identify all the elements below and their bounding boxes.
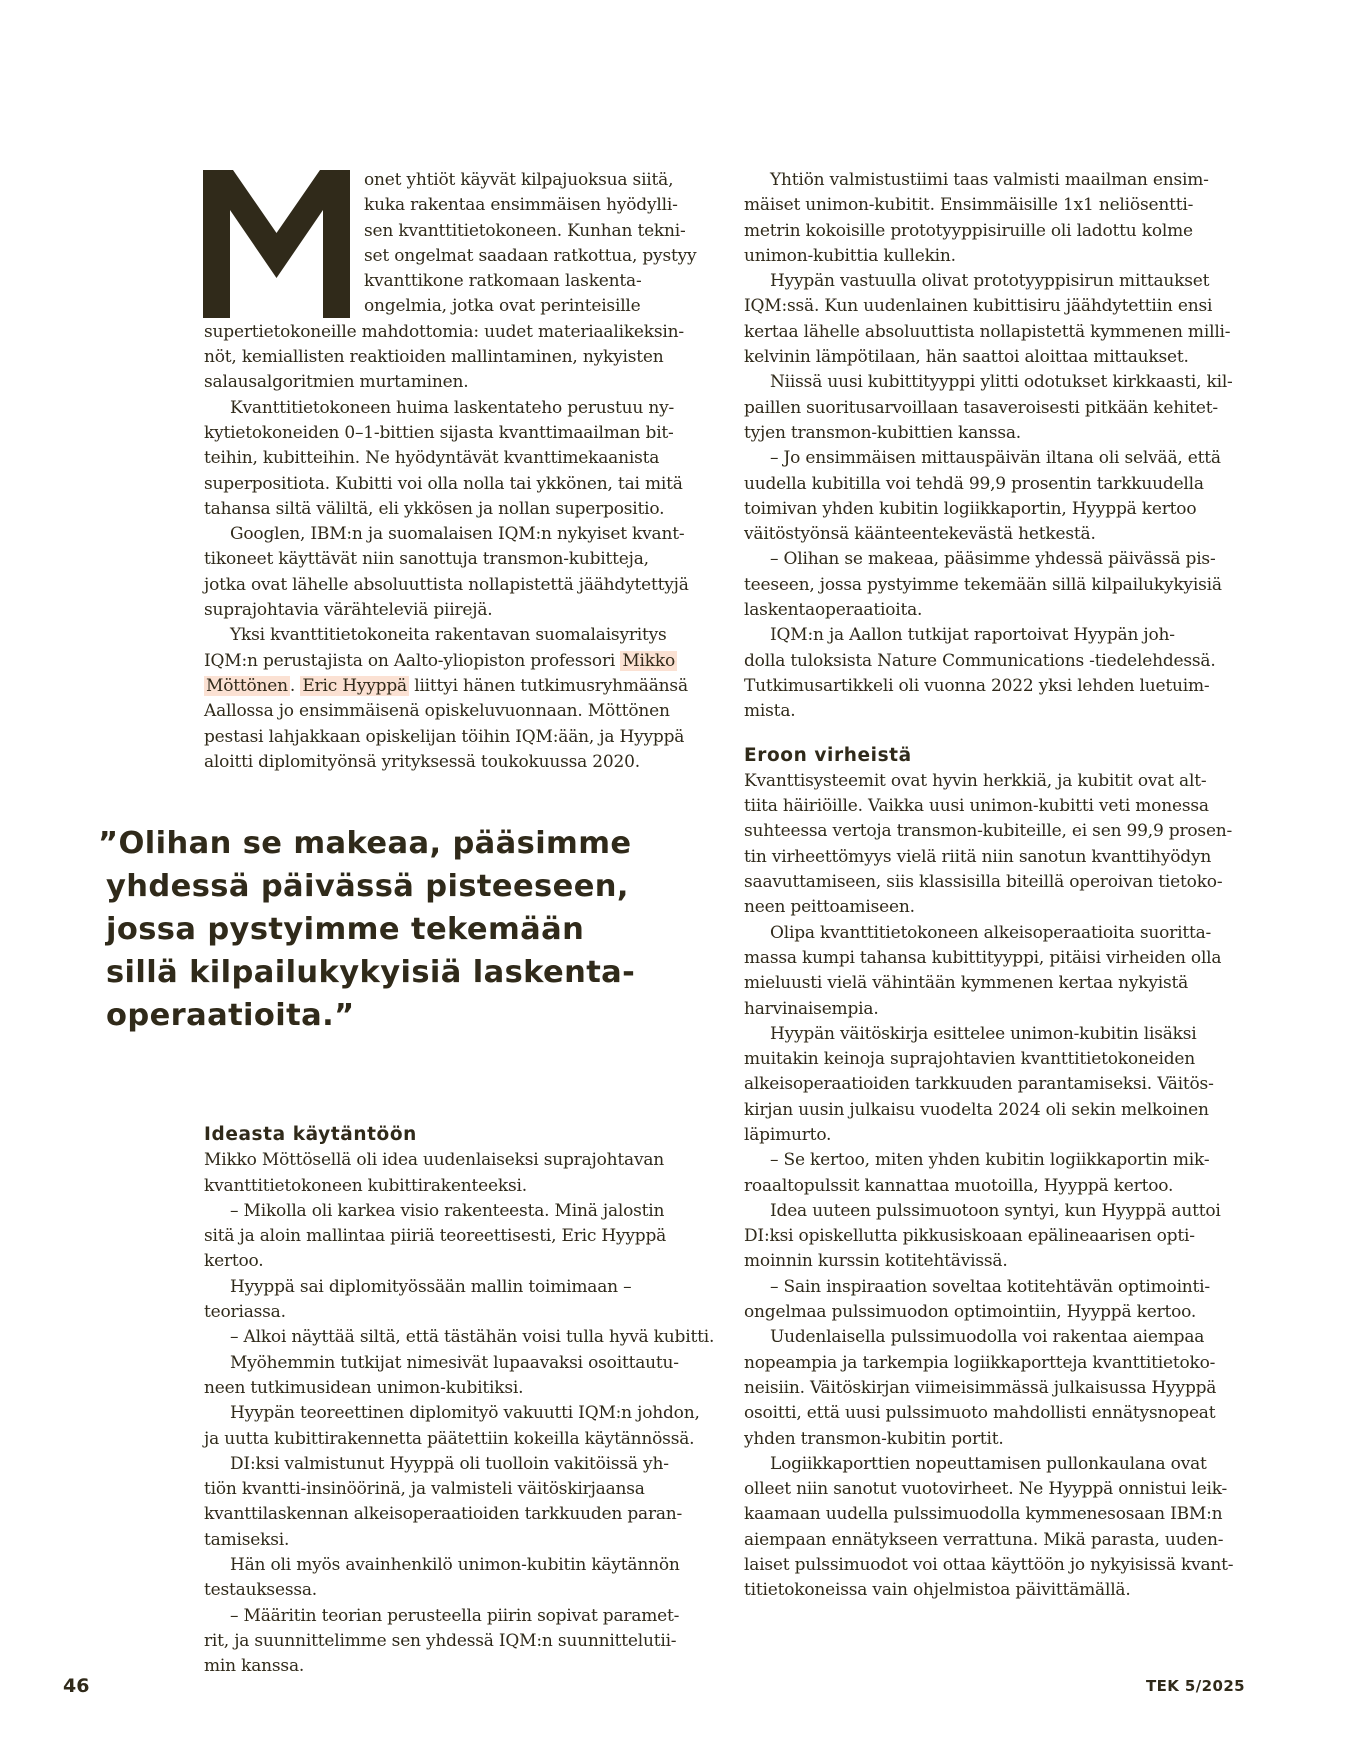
- section-heading-ideasta: Ideasta käytäntöön: [204, 1124, 417, 1145]
- text-line: teoriassa.: [204, 1302, 286, 1323]
- text-line: Mikko Möttösellä oli idea uudenlaiseksi suprajohtavan: [204, 1150, 665, 1171]
- text-line: kertaa lähelle absoluuttista nollapistettä kymmenen milli-: [744, 321, 1231, 342]
- text-line: Idea uuteen pulssimuotoon syntyi, kun Hyyppä auttoi: [770, 1200, 1221, 1221]
- text-line: tiön kvantti-insinöörinä, ja valmisteli väitöskirjaansa: [204, 1479, 645, 1500]
- text-line: Uudenlaisella pulssimuodolla voi rakentaa aiempaa: [770, 1327, 1205, 1348]
- text-line: Hyyppä sai diplomityössään mallin toimimaan –: [230, 1276, 632, 1297]
- text-line: unimon-kubittia kullekin.: [744, 245, 956, 266]
- text-line: kytietokoneiden 0–1-bittien sijasta kvanttimaailman bit-: [204, 422, 674, 443]
- text-line: saavuttamiseen, siis klassisilla biteillä operoivan tietoko-: [744, 872, 1223, 893]
- text-line: laskentaoperaatioita.: [744, 600, 923, 621]
- text-line: – Alkoi näyttää siltä, että tästähän voisi tulla hyvä kubitti.: [230, 1327, 715, 1348]
- text-line: Hän oli myös avainhenkilö unimon-kubitin käytännön: [230, 1555, 680, 1576]
- text-line: sitä ja aloin mallintaa piiriä teoreettisesti, Eric Hyyppä: [204, 1226, 667, 1247]
- text-line: min kanssa.: [204, 1656, 305, 1677]
- section-eroon-body: [744, 769, 1244, 1604]
- text-line: laiset pulssimuodot voi ottaa käyttöön jo nykyisissä kvant-: [744, 1555, 1234, 1576]
- text-line: neen tutkimusidean unimon-kubitiksi.: [204, 1377, 524, 1398]
- text-line: Kvanttisysteemit ovat hyvin herkkiä, ja kubitit ovat alt-: [744, 770, 1207, 791]
- text-line: sen kvanttitietokoneen. Kunhan tekni-: [364, 220, 686, 241]
- text-line: ja uutta kubittirakennetta päätettiin kokeilla käytännössä.: [204, 1428, 695, 1449]
- text-line: Aallossa jo ensimmäisenä opiskeluvuonnaan. Möttönen: [204, 701, 670, 722]
- text-line: salausalgoritmien murtaminen.: [204, 372, 469, 393]
- text-line: toimivan yhden kubitin logiikkaportin, Hyyppä kertoo: [744, 498, 1197, 519]
- text-line: Hyypän väitöskirja esittelee unimon-kubitin lisäksi: [770, 1023, 1197, 1044]
- text-line: mieluusti vielä vähintään kymmenen kertaa nykyistä: [744, 973, 1189, 994]
- left-body-paragraphs: [204, 320, 704, 649]
- text-line: Googlen, IBM:n ja suomalaisen IQM:n nykyiset kvant-: [230, 524, 685, 545]
- text-line: – Sain inspiraation soveltaa kotitehtävän optimointi-: [770, 1276, 1210, 1297]
- text-line: – Se kertoo, miten yhden kubitin logiikkaportin mik-: [770, 1150, 1210, 1171]
- text-line: sillä kilpailukykyisiä laskenta-: [106, 955, 636, 990]
- text-line: Olipa kvanttitietokoneen alkeisoperaatioita suoritta-: [770, 922, 1212, 943]
- text-line: IQM:n ja Aallon tutkijat raportoivat Hyypän joh-: [770, 625, 1175, 646]
- left-body-paragraphs-end: [204, 699, 704, 775]
- text-line: Tutkimusartikkeli oli vuonna 2022 yksi lehden luetuim-: [744, 675, 1210, 696]
- text-line: kirjan uusin julkaisu vuodelta 2024 oli sekin melkoinen: [744, 1099, 1209, 1120]
- section-ideasta-body: [204, 1148, 715, 1679]
- text-line: läpimurto.: [744, 1124, 832, 1145]
- text-line: tahansa siltä väliltä, eli ykkösen ja nollan superpositio.: [204, 498, 665, 519]
- text-line: tamiseksi.: [204, 1529, 290, 1550]
- text-line: ongelmia, jotka ovat perinteisille: [364, 296, 641, 317]
- text-line: dolla tuloksista Nature Communications -tiedelehdessä.: [744, 650, 1216, 671]
- text-line: kaamaan uudella pulssimuodolla kymmenesosaan IBM:n: [744, 1504, 1223, 1525]
- right-body-paragraphs: [744, 168, 1244, 725]
- text-line: Hyypän vastuulla olivat prototyyppisirun mittaukset: [770, 271, 1210, 292]
- text-line: – Olihan se makeaa, pääsimme yhdessä päivässä pis-: [770, 549, 1216, 570]
- text-line: – Jo ensimmäisen mittauspäivän iltana oli selvää, että: [770, 448, 1221, 469]
- text-line: kvanttitietokoneen kubittirakenteeksi.: [204, 1175, 527, 1196]
- text-line: alkeisoperaatioiden tarkkuuden parantamiseksi. Väitös-: [744, 1074, 1214, 1095]
- text-line: jossa pystyimme tekemään: [106, 912, 585, 947]
- text-line: roaaltopulssit kannattaa muotoilla, Hyyppä kertoo.: [744, 1175, 1174, 1196]
- text-line: tyjen transmon-kubittien kanssa.: [744, 422, 1021, 443]
- text-line: Yksi kvanttitietokoneita rakentavan suomalaisyritys: [230, 625, 667, 646]
- text-line: nopeampia ja tarkempia logiikkaportteja kvanttitietoko-: [744, 1352, 1216, 1373]
- text-line: kvanttikone ratkomaan laskenta-: [364, 271, 642, 292]
- text-line: kertoo.: [204, 1251, 264, 1272]
- text-line: supertietokoneille mahdottomia: uudet materiaalikeksin-: [204, 321, 684, 342]
- text-line: suhteessa vertoja transmon-kubiteille, ei sen 99,9 prosen-: [744, 821, 1233, 842]
- text-line: superpositiota. Kubitti voi olla nolla tai ykkönen, tai mitä: [204, 473, 683, 494]
- text-line: aloitti diplomityönsä yrityksessä toukokuussa 2020.: [204, 751, 640, 772]
- text-line: kuka rakentaa ensimmäisen hyödylli-: [364, 195, 678, 216]
- left-column-section: [204, 1122, 715, 1680]
- text-line: tikoneet käyttävät niin sanottuja transmon-kubitteja,: [204, 549, 649, 570]
- text-line: olleet niin sanotut vuotovirheet. Ne Hyyppä onnistui leik-: [744, 1479, 1228, 1500]
- text-line: moinnin kurssin kotitehtävissä.: [744, 1251, 1008, 1272]
- name-highlight-mottonen: Möttönen: [206, 675, 288, 696]
- text-line: – Määritin teorian perusteella piirin sopivat paramet-: [230, 1605, 680, 1626]
- text-line: yhdessä päivässä pisteeseen,: [106, 869, 629, 904]
- text-line: nöt, kemiallisten reaktioiden mallintaminen, nykyisten: [204, 347, 664, 368]
- text-line: tin virheettömyys vielä riitä niin sanotun kvanttihyödyn: [744, 846, 1212, 867]
- text-line: osoitti, että uusi pulssimuoto mahdollisti ennätysnopeat: [744, 1403, 1216, 1424]
- text-line: DI:ksi opiskellutta pikkusiskoaan epälineaarisen opti-: [744, 1226, 1195, 1247]
- eric-line: Möttönen . Eric Hyyppä liittyi hänen tutkimusryhmäänsä: [206, 675, 688, 696]
- text-line: Hyypän teoreettinen diplomityö vakuutti IQM:n johdon,: [230, 1403, 700, 1424]
- text-line: jotka ovat lähelle absoluuttista nollapistettä jäähdytettyjä: [204, 574, 689, 595]
- text-line: testauksessa.: [204, 1580, 318, 1601]
- text-line: tiita häiriöille. Vaikka uusi unimon-kubitti veti monessa: [744, 796, 1209, 817]
- text-line: set ongelmat saadaan ratkottua, pystyy: [364, 245, 697, 266]
- professor-line: IQM:n perustajista on Aalto-yliopiston professori Mikko: [204, 650, 676, 671]
- text-line: onet yhtiöt käyvät kilpajuoksua siitä,: [364, 170, 674, 190]
- text-line: yhden transmon-kubitin portit.: [744, 1428, 1004, 1449]
- text-line: muitakin keinoja suprajohtavien kvanttitietokoneiden: [744, 1049, 1196, 1070]
- intro-paragraph: [204, 168, 704, 320]
- text-line: Myöhemmin tutkijat nimesivät lupaavaksi osoittautu-: [230, 1352, 679, 1373]
- text-line: Kvanttitietokoneen huima laskentateho perustuu ny-: [230, 397, 675, 418]
- text-line: rit, ja suunnittelimme sen yhdessä IQM:n suunnittelutii-: [204, 1630, 677, 1651]
- text-line: uudella kubitilla voi tehdä 99,9 prosentin tarkkuudella: [744, 473, 1204, 494]
- text-line: harvinaisempia.: [744, 998, 879, 1019]
- name-highlight-eric: Eric Hyyppä: [302, 675, 407, 696]
- text-line: paillen suoritusarvoillaan tasaveroisesti pitkään kehitet-: [744, 397, 1218, 418]
- text-line: kelvinin lämpötilaan, hän saattoi aloittaa mittaukset.: [744, 347, 1189, 368]
- text-line: operaatioita.”: [106, 998, 355, 1033]
- text-line: neen peittoamiseen.: [744, 897, 915, 918]
- left-column-intro: [204, 168, 704, 775]
- text-line: aiempaan ennätykseen verrattuna. Mikä parasta, uuden-: [744, 1529, 1224, 1550]
- text-line: teihin, kubitteihin. Ne hyödyntävät kvanttimekaanista: [204, 448, 660, 469]
- text-line: DI:ksi valmistunut Hyyppä oli tuolloin vakitöissä yh-: [230, 1453, 669, 1474]
- text-line: Logiikkaporttien nopeuttamisen pullonkaulana ovat: [770, 1453, 1207, 1474]
- text-line: metrin kokoisille prototyyppisiruille oli ladottu kolme: [744, 220, 1193, 241]
- text-line: ”Olihan se makeaa, pääsimme: [98, 826, 632, 861]
- text-line: IQM:ssä. Kun uudenlainen kubittisiru jäähdytettiin ensi: [744, 296, 1213, 317]
- text-line: Yhtiön valmistustiimi taas valmisti maailman ensim-: [770, 170, 1209, 190]
- text-line: mäiset unimon-kubitit. Ensimmäisille 1x1 neliösentti-: [744, 195, 1194, 216]
- magazine-issue: TEK 5/2025: [1146, 1677, 1245, 1695]
- text-line: teeseen, jossa pystyimme tekemään sillä kilpailukykyisiä: [744, 574, 1222, 595]
- page-number: 46: [63, 1675, 90, 1697]
- text-line: – Mikolla oli karkea visio rakenteesta. Minä jalostin: [230, 1200, 665, 1221]
- pull-quote: [98, 822, 698, 1037]
- text-line: mista.: [744, 701, 796, 722]
- name-highlight-mikko: Mikko: [622, 650, 676, 671]
- text-line: massa kumpi tahansa kubittityyppi, pitäisi virheiden olla: [744, 947, 1222, 968]
- text-line: kvanttilaskennan alkeisoperaatioiden tarkkuuden paran-: [204, 1504, 683, 1525]
- text-line: Niissä uusi kubittityyppi ylitti odotukset kirkkaasti, kil-: [770, 372, 1233, 393]
- text-line: ongelmaa pulssimuodon optimointiin, Hyyppä kertoo.: [744, 1302, 1197, 1323]
- text-line: titietokoneissa vain ohjelmistoa päivittämällä.: [744, 1580, 1131, 1601]
- text-line: pestasi lahjakkaan opiskelijan töihin IQM:ään, ja Hyyppä: [204, 726, 685, 747]
- right-column: [744, 168, 1244, 1604]
- text-line: suprajohtavia värähteleviä piirejä.: [204, 600, 493, 621]
- text-line: väitöstyönsä käänteentekevästä hetkestä.: [744, 524, 1096, 545]
- text-line: neisiin. Väitöskirjan viimeisimmässä julkaisussa Hyyppä: [744, 1377, 1217, 1398]
- section-heading-eroon: Eroon virheistä: [744, 744, 912, 766]
